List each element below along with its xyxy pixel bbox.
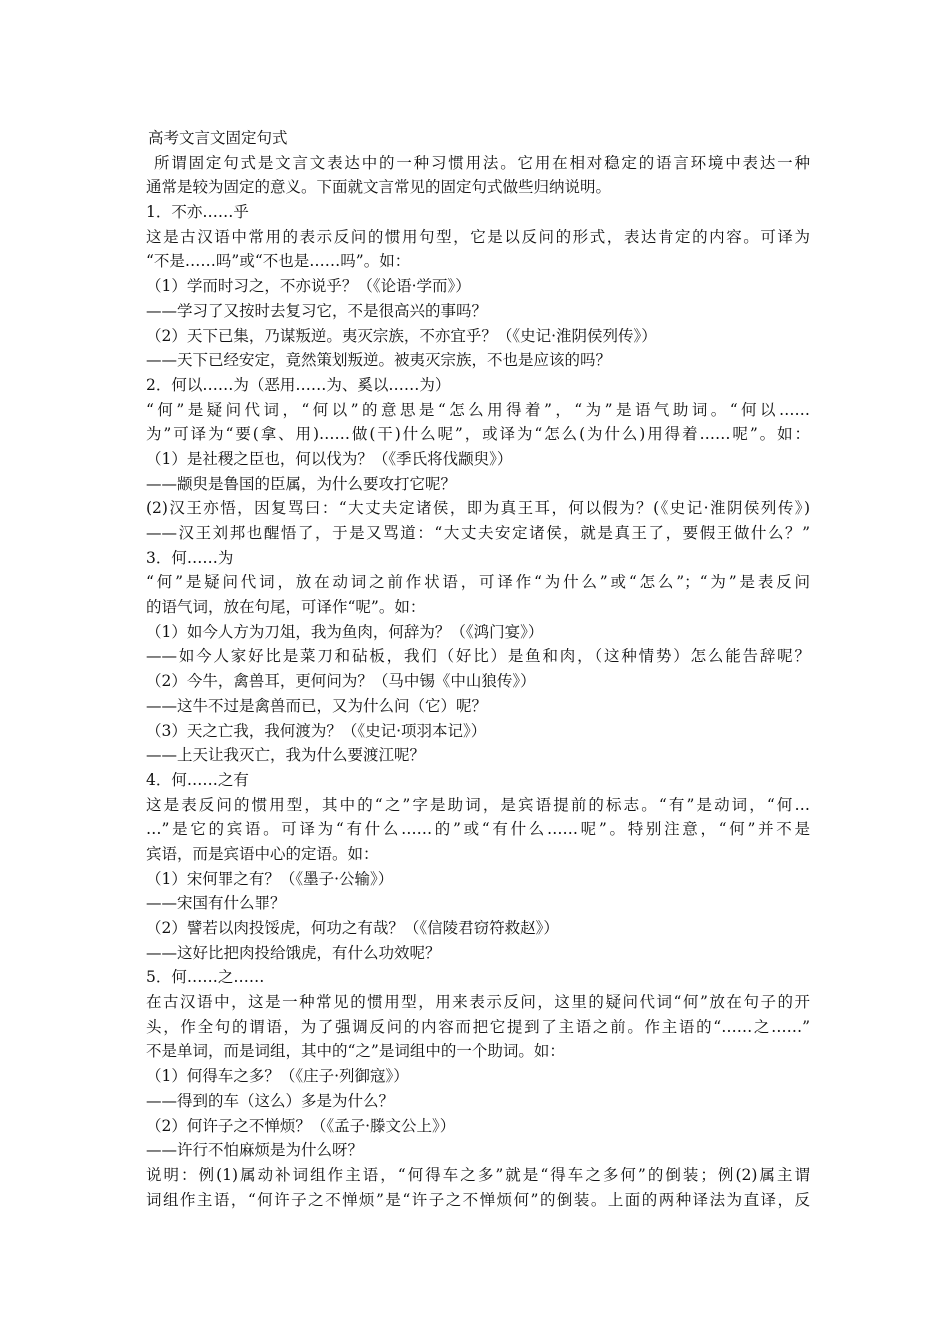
paragraph-line: “不是……吗”或“不也是……吗”。如： [146, 252, 411, 271]
paragraph-line: 说明：例(1)属动补词组作主语，“何得车之多”就是“得车之多何”的倒装；例(2)属主谓 [146, 1165, 810, 1184]
document-title: 高考文言文固定句式 [148, 129, 288, 147]
paragraph-line: 词组作主语，“何许子之不惮烦”是“许子之不惮烦何”的倒装。上面的两种译法为直译，反 [146, 1190, 810, 1209]
paragraph-line: 在古汉语中，这是一种常见的惯用型，用来表示反问，这里的疑问代词“何”放在句子的开 [146, 993, 810, 1012]
paragraph-line: 这是古汉语中常用的表示反问的惯用句型，它是以反问的形式，表达肯定的内容。可译为 [146, 227, 810, 246]
paragraph-line: “何”是疑问代词，放在动词之前作状语，可译作“为什么”或“怎么”；“为”是表反问 [146, 573, 810, 592]
example-sentence: （1）学而时习之，不亦说乎？（《论语·学而》） [146, 277, 471, 296]
paragraph-line: 所谓固定句式是文言文表达中的一种习惯用法。它用在相对稳定的语言环境中表达一种 [154, 153, 810, 172]
translation-line: ——这牛不过是禽兽而已，又为什么问（它）呢？ [146, 696, 488, 715]
translation-line: ——汉王刘邦也醒悟了，于是又骂道：“大丈夫安定诸侯，就是真王了，要假王做什么？” [146, 524, 810, 542]
translation-line: ——宋国有什么罪？ [146, 894, 286, 913]
example-sentence: （2）何许子之不惮烦？（《孟子·滕文公上》） [146, 1116, 456, 1135]
translation-line: ——上天让我灭亡，我为什么要渡江呢？ [146, 746, 426, 765]
example-sentence: （3）天之亡我，我何渡为？（《史记·项羽本记》） [146, 721, 487, 740]
translation-line: ——颛臾是鲁国的臣属，为什么要攻打它呢？ [146, 474, 457, 493]
document-body [146, 126, 810, 1212]
translation-line: ——许行不怕麻烦是为什么呀？ [146, 1141, 364, 1160]
example-sentence: （1）如今人方为刀俎，我为鱼肉，何辞为？（《鸿门宴》） [146, 622, 544, 641]
paragraph-line: 头，作全句的谓语，为了强调反问的内容而把它提到了主语之前。作主语的“……之……” [146, 1017, 810, 1036]
paragraph-line: 不是单词，而是词组，其中的“之”是词组中的一个助词。如： [146, 1042, 565, 1061]
section-heading: 5．何……之…… [146, 968, 265, 987]
paragraph-line: 这是表反问的惯用型，其中的“之”字是助词，是宾语提前的标志。“有”是动词，“何… [146, 795, 810, 814]
translation-line: ——这好比把肉投给饿虎，有什么功效呢？ [146, 943, 441, 962]
translation-line: ——学习了又按时去复习它，不是很高兴的事吗？ [146, 301, 488, 320]
section-heading: 2．何以……为（恶用……为、奚以……为） [146, 375, 451, 394]
paragraph-line: 通常是较为固定的意义。下面就文言常见的固定句式做些归纳说明。 [146, 178, 612, 197]
example-sentence: （1）何得车之多？（《庄子·列御寇》） [146, 1067, 409, 1086]
example-sentence: （2）今牛，禽兽耳，更何问为？（马中锡《中山狼传》） [146, 672, 536, 691]
paragraph-line: 的语气词，放在句尾，可译作“呢”。如： [146, 598, 426, 617]
translation-line: ——天下已经安定，竟然策划叛逆。被夷灭宗族，不也是应该的吗？ [146, 351, 612, 370]
section-heading: 1．不亦……乎 [146, 203, 249, 222]
translation-line: ——得到的车（这么）多是为什么？ [146, 1091, 395, 1110]
example-sentence: （2）譬若以肉投馁虎，何功之有哉？（《信陵君窃符救赵》） [146, 919, 559, 937]
example-sentence: （2）天下已集，乃谋叛逆。夷灭宗族，不亦宜乎？（《史记·淮阴侯列传》） [146, 326, 657, 345]
paragraph-line: 宾语，而是宾语中心的定语。如： [146, 844, 379, 863]
example-sentence: （1）是社稷之臣也，何以伐为？（《季氏将伐颛臾》） [146, 449, 513, 468]
paragraph-line: 为”可译为“要(拿、用)……做(干)什么呢”，或译为“怎么(为什么)用得着……呢”。如： [146, 425, 810, 444]
section-heading: 4．何……之有 [146, 770, 249, 789]
paragraph-line: “何”是疑问代词，“何以”的意思是“怎么用得着”，“为”是语气助词。“何以…… [146, 400, 810, 419]
section-heading: 3．何……为 [146, 548, 234, 567]
example-sentence: (2)汉王亦悟，因复骂曰：“大丈夫定诸侯，即为真王耳，何以假为？(《史记·淮阴侯列传》) [146, 499, 810, 518]
translation-line: ——如今人家好比是菜刀和砧板，我们（好比）是鱼和肉，（这种情势）怎么能告辞呢？ [146, 647, 810, 666]
paragraph-line: …”是它的宾语。可译为“有什么……的”或“有什么……呢”。特别注意，“何”并不是 [146, 820, 810, 839]
example-sentence: （1）宋何罪之有？（《墨子·公输》） [146, 869, 394, 888]
